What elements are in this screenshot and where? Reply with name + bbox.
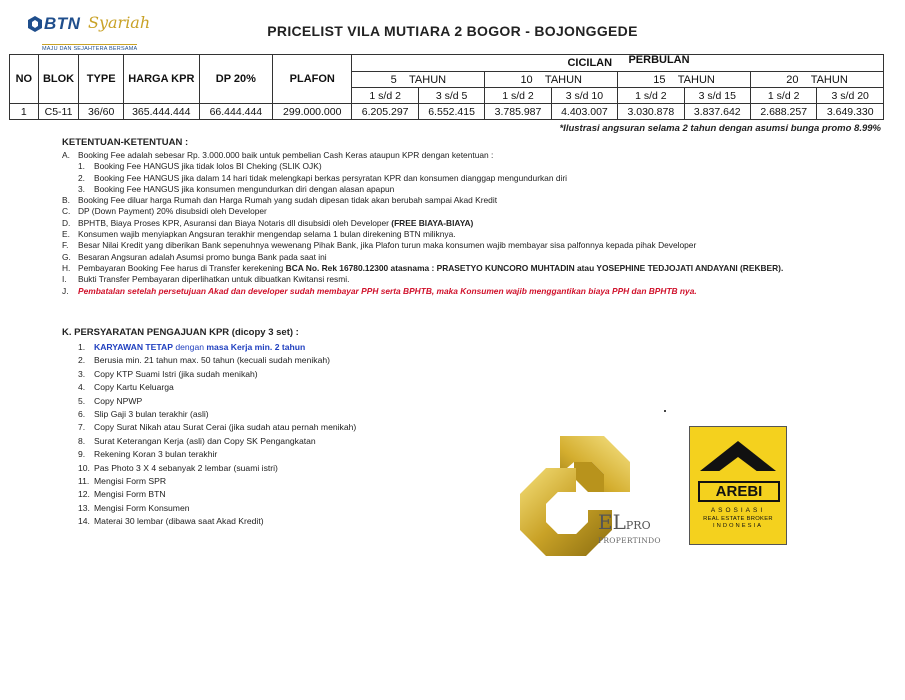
elpro-name-small: PRO (625, 519, 651, 532)
requirement-item: 11. Mengisi Form SPR (78, 475, 167, 486)
cell-installment: 2.688.257 (750, 104, 816, 120)
terms-item: G. Besaran Angsuran adalah Asumsi promo bunga Bank pada saat ini (62, 251, 327, 262)
bank-name: BTN (44, 14, 81, 33)
elpro-name: EL (598, 510, 626, 534)
price-table (9, 54, 884, 120)
range-cell: 1 s/d 2 (485, 88, 551, 104)
cell-harga: 365.444.444 (123, 104, 199, 120)
requirement-item: 14. Materai 30 lembar (dibawa saat Akad Kredit) (78, 516, 264, 527)
col-blok-header: BLOK (38, 55, 79, 104)
requirement-item: 10. Pas Photo 3 X 4 sebanyak 2 lembar (suami istri) (78, 462, 278, 473)
terms-item: B. Booking Fee diluar harga Rumah dan Harga Rumah yang sudah dipesan tidak akan berubah sampai Akad Kredit (62, 195, 498, 206)
cell-no: 1 (10, 104, 39, 120)
requirement-item: 9. Rekening Koran 3 bulan terakhir (78, 449, 218, 460)
col-harga-header: HARGA KPR (123, 55, 199, 104)
requirement-item: 7. Copy Surat Nikah atau Surat Cerai (jika sudah atau pernah menikah) (78, 422, 357, 433)
cell-blok: C5-11 (38, 104, 79, 120)
arebi-asosiasi: ASOSIASI (710, 507, 766, 514)
col-type-header: TYPE (79, 55, 124, 104)
requirement-item: 3. Copy KTP Suami Istri (jika sudah menikah) (78, 368, 258, 379)
col-dp-header: DP 20% (199, 55, 272, 104)
requirements-list (78, 341, 498, 528)
elpro-wordmark (598, 512, 678, 545)
requirement-item: 13. Mengisi Form Konsumen (78, 502, 190, 513)
range-cell: 1 s/d 2 (750, 88, 816, 104)
cell-dp: 66.444.444 (199, 104, 272, 120)
terms-list (62, 150, 892, 297)
cicilan-label: CICILAN (567, 57, 613, 69)
cell-installment: 3.649.330 (817, 104, 884, 120)
terms-sub-item: 1. Booking Fee HANGUS jika tidak lolos BI Cheking (SLIK OJK) (78, 161, 322, 172)
terms-item: C. DP (Down Payment) 20% disubsidi oleh Developer (62, 206, 267, 217)
tenor-10: 10 TAHUN (485, 72, 618, 88)
terms-item: I. Bukti Transfer Pembayaran diperlihatkan untuk dibuatkan Kwitansi resmi. (62, 274, 350, 285)
terms-item: F. Besar Nilai Kredit yang diberikan Bank sepenuhnya wewenang Pihak Bank, jika Plafon turun maka konsumen wajib membayar sisa palfonnya kepada pihak Developer (62, 240, 697, 251)
bank-sub: Syariah (88, 13, 151, 32)
cell-type: 36/60 (79, 104, 124, 120)
terms-sub-item: 3. Booking Fee HANGUS jika konsumen mengundurkan diri dengan alasan apapun (78, 183, 395, 194)
table-row (10, 104, 884, 120)
range-cell: 1 s/d 2 (618, 88, 684, 104)
cell-installment: 6.205.297 (352, 104, 418, 120)
requirement-item: 8. Surat Keterangan Kerja (asli) dan Copy SK Pengangkatan (78, 435, 316, 446)
cell-installment: 3.030.878 (618, 104, 684, 120)
terms-item: J. Pembatalan setelah persetujuan Akad dan developer sudah membayar PPH serta BPHTB, maka Konsumen wajib menggantikan biaya PPH dan BPHTB nya. (62, 285, 697, 296)
elpro-sub: PROPERTINDO (598, 536, 661, 545)
cell-installment: 6.552.415 (418, 104, 484, 120)
perbulan-label: PERBULAN (628, 54, 690, 66)
range-cell: 3 s/d 10 (551, 88, 617, 104)
requirement-item: 6. Slip Gaji 3 bulan terakhir (asli) (78, 408, 209, 419)
tenor-15: 15 TAHUN (618, 72, 751, 88)
range-cell: 3 s/d 20 (817, 88, 884, 104)
page-title: PRICELIST VILA MUTIARA 2 BOGOR - BOJONGGEDE (267, 23, 638, 39)
requirement-item: 1. KARYAWAN TETAP dengan masa Kerja min. 2 tahun (78, 342, 306, 352)
terms-item: H. Pembayaran Booking Fee harus di Transfer kerekening BCA No. Rek 16780.12300 atasnama : PRASETYO KUNCORO MUHTADIN atau YOSEPHINE TEDJOJATI ANDAYANI (REKBER). (62, 262, 784, 273)
cell-installment: 3.837.642 (684, 104, 750, 120)
stray-dot (664, 410, 666, 412)
range-cell: 1 s/d 2 (352, 88, 418, 104)
bank-tagline: MAJU DAN SEJAHTERA BERSAMA (42, 46, 138, 52)
requirement-item: 4. Copy Kartu Keluarga (78, 382, 174, 393)
col-no-header: NO (10, 55, 39, 104)
arebi-word: AREBI (698, 481, 780, 502)
requirement-item: 12. Mengisi Form BTN (78, 489, 166, 500)
illustration-note: *Ilustrasi angsuran selama 2 tahun dengan asumsi bunga promo 8.99% (559, 123, 881, 134)
arebi-logo (689, 426, 787, 545)
cell-installment: 4.403.007 (551, 104, 617, 120)
terms-item: A. Booking Fee adalah sebesar Rp. 3.000.000 baik untuk pembelian Cash Keras ataupun KPR dengan ketentuan : (62, 150, 494, 160)
terms-sub-item: 2. Booking Fee HANGUS jika dalam 14 hari tidak melengkapi berkas persyratan KPR dan konsumen dianggap mengundurkan diri (78, 172, 567, 183)
range-cell: 3 s/d 15 (684, 88, 750, 104)
requirement-item: 2. Berusia min. 21 tahun max. 50 tahun (kecuali sudah menikah) (78, 355, 330, 366)
cicilan-header (352, 55, 884, 72)
cell-plafon: 299.000.000 (273, 104, 352, 120)
range-cell: 3 s/d 5 (418, 88, 484, 104)
tenor-20: 20 TAHUN (750, 72, 883, 88)
header-row-1 (10, 55, 884, 72)
cell-installment: 3.785.987 (485, 104, 551, 120)
terms-item: E. Konsumen wajib menyiapkan Angsuran terakhir mengendap selama 1 bulan direkening BTN miliknya. (62, 229, 456, 240)
terms-title: KETENTUAN-KETENTUAN : (62, 137, 189, 148)
requirement-item: 5. Copy NPWP (78, 395, 143, 406)
arebi-broker: REAL ESTATE BROKER INDONESIA (703, 516, 773, 529)
terms-item: D. BPHTB, Biaya Proses KPR, Asuransi dan Biaya Notaris dll disubsidi oleh Developer (FREE BIAYA-BIAYA) (62, 217, 474, 228)
tenor-5: 5 TAHUN (352, 72, 485, 88)
requirements-title: K. PERSYARATAN PENGAJUAN KPR (dicopy 3 set) : (62, 327, 299, 338)
col-plafon-header: PLAFON (273, 55, 352, 104)
